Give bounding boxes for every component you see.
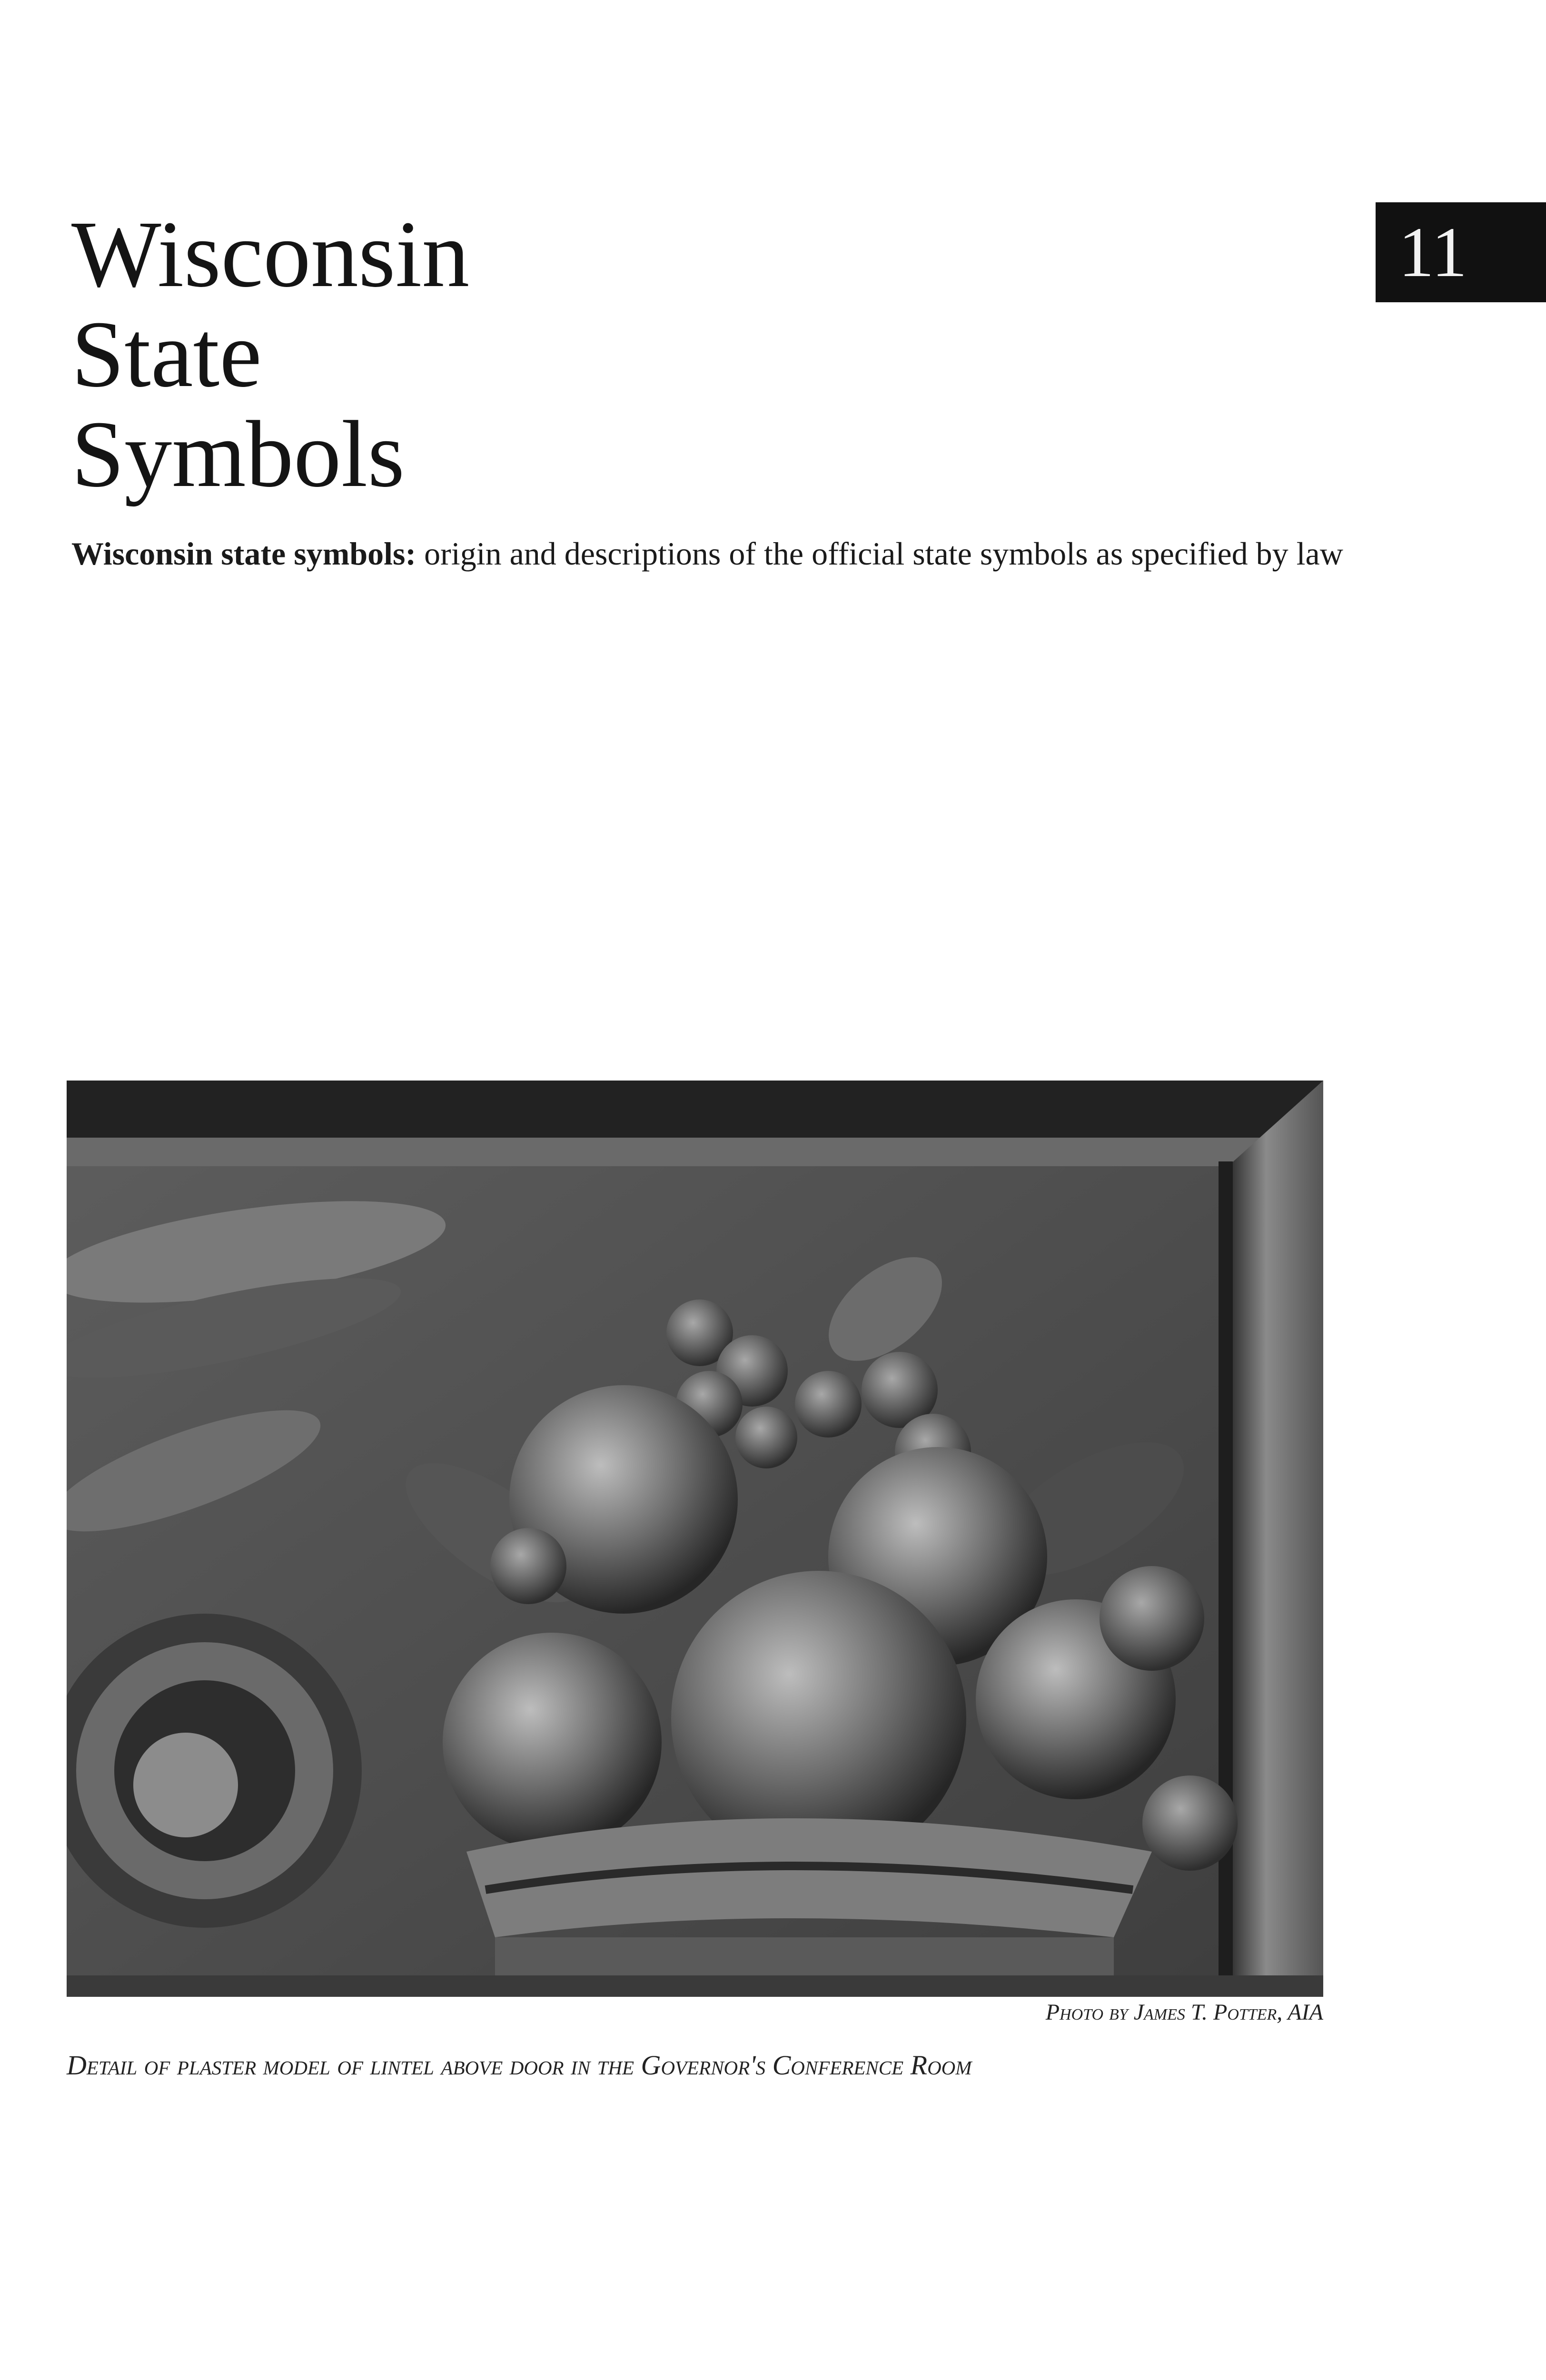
relief-photo-image <box>67 1081 1323 1997</box>
subtitle-lead: Wisconsin state symbols: <box>71 536 416 572</box>
chapter-subtitle <box>71 532 1476 575</box>
title-line-3: Symbols <box>71 402 405 507</box>
chapter-title <box>71 202 470 507</box>
photo-caption: Detail of plaster model of lintel above door in the Governor's Conference Room <box>67 2050 972 2081</box>
photo-credit: Photo by James T. Potter, AIA <box>1045 2000 1323 2025</box>
subtitle-text: origin and descriptions of the official state symbols as specified by law <box>416 536 1343 572</box>
title-line-2: State <box>71 302 262 407</box>
title-line-1: Wisconsin <box>71 202 470 307</box>
relief-photo <box>67 1081 1323 1997</box>
chapter-number-tab: 11 <box>1376 202 1546 302</box>
